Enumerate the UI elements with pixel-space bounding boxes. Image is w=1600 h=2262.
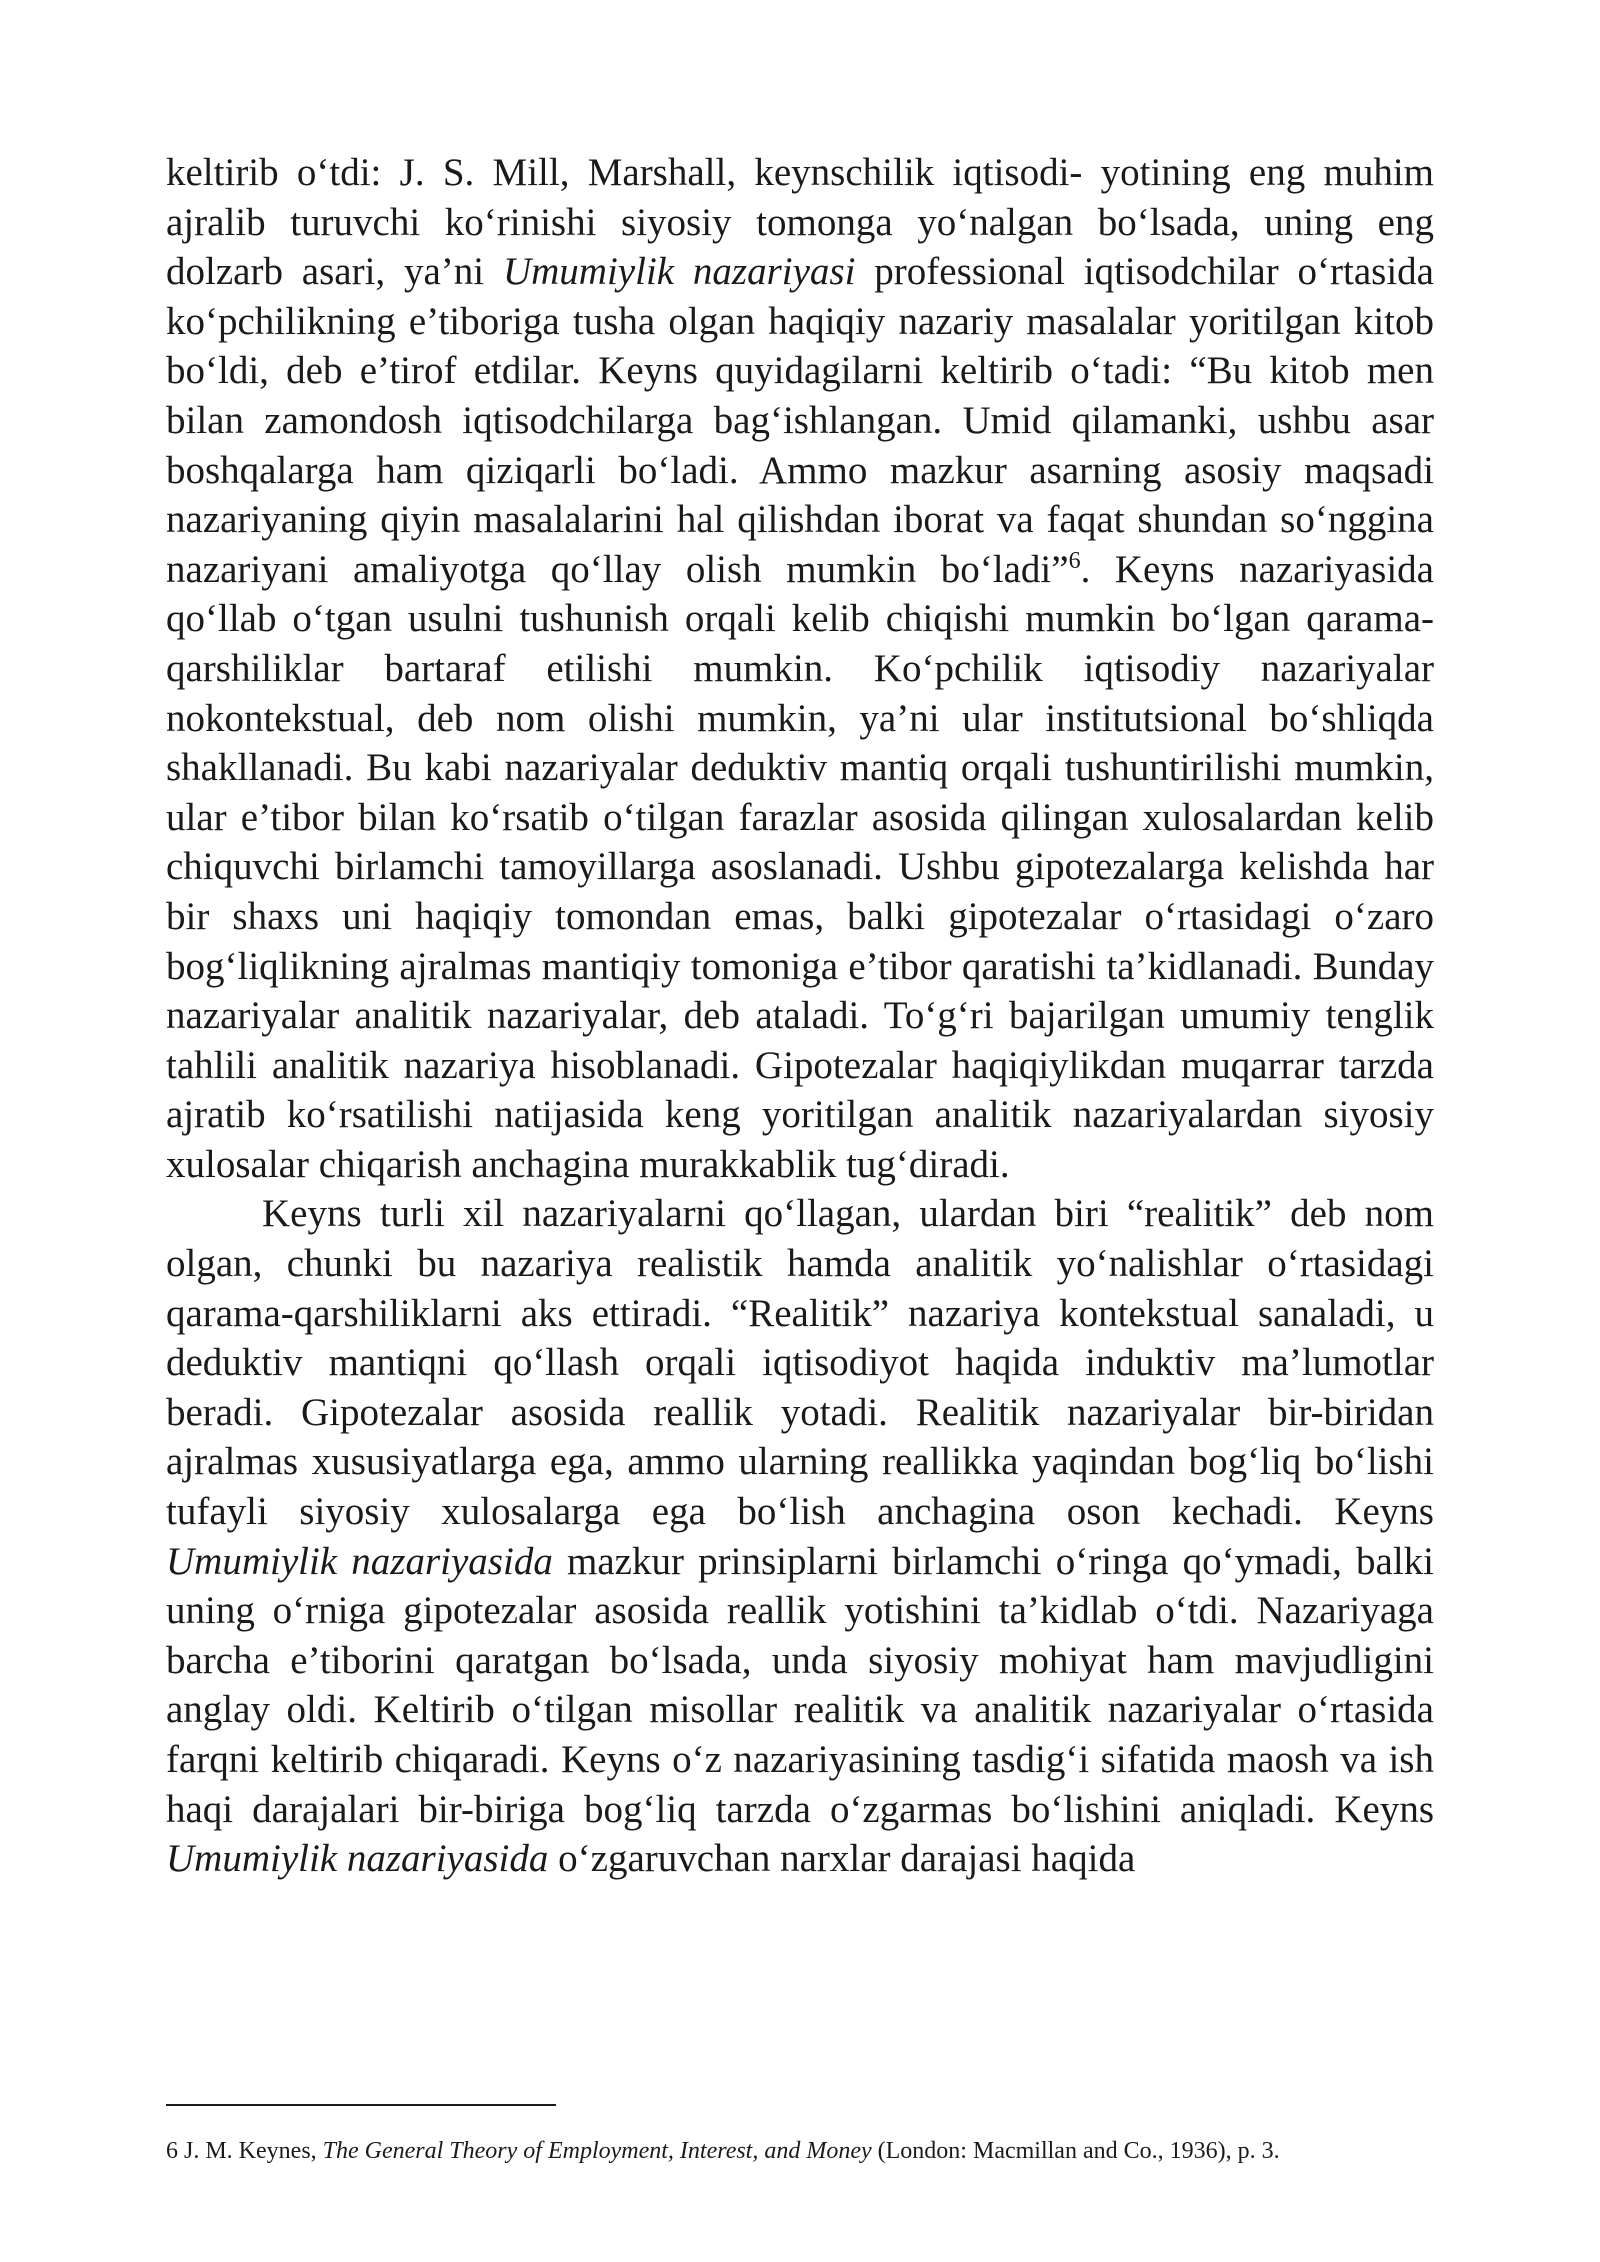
- paragraph-1: [166, 148, 1434, 1189]
- paragraph-1-text-a: keltirib o‘tdi: J. S. Mill, Marshall, keynschilik iqtisodi- yotining eng muhim ajralib turuvchi ko‘rinishi siyosiy tomonga yo‘nalgan bo‘lsada, uning eng dolzarb asari, ya’ni: [166, 151, 1434, 294]
- paragraph-2: [166, 1189, 1434, 1883]
- footnote-reference[interactable]: 6: [1068, 547, 1081, 574]
- paragraph-1-book-title: Umumiylik nazariyasi: [502, 250, 856, 294]
- paragraph-2-text-c: o‘zgaruvchan narxlar darajasi haqida: [548, 1837, 1136, 1881]
- footnote-prefix: 6 J. M. Keynes,: [166, 2138, 323, 2164]
- paragraph-2-book-title-2: Umumiylik nazariyasida: [166, 1837, 549, 1881]
- footnote-book-title: The General Theory of Employment, Interest, and Money: [322, 2138, 872, 2164]
- footnote: [166, 2136, 1434, 2166]
- paragraph-2-text-b: mazkur prinsiplarni birlamchi o‘ringa qo‘ymadi, balki uning o‘rniga gipotezalar asosida reallik yotishini ta’kidlab o‘tdi. Nazariyaga barcha e’tiborini qaratgan bo‘lsada, unda siyosiy mohiyat ham mavjudligini anglay oldi. Keltirib o‘tilgan misollar realitik va analitik nazariyalar o‘rtasida farqni keltirib chiqaradi. Keyns o‘z nazariyasining tasdig‘i sifatida maosh va ish haqi darajalari bir-biriga bog‘liq tarzda o‘zgarmas bo‘lishini aniqladi. Keyns: [166, 1539, 1434, 1831]
- paragraph-2-book-title-1: Umumiylik nazariyasida: [166, 1539, 553, 1583]
- footnote-divider: [166, 2104, 556, 2106]
- page-body: [166, 148, 1434, 1884]
- paragraph-1-text-b: professional iqtisodchilar o‘rtasida ko‘pchilikning e’tiboriga tusha olgan haqiqiy nazariy masalalar yoritilgan kitob bo‘ldi, deb e’tirof etdilar. Keyns quyidagilarni keltirib o‘tadi: “Bu kitob men bilan zamondosh iqtisodchilarga bag‘ishlangan. Umid qilamanki, ushbu asar boshqalarga ham qiziqarli bo‘ladi. Ammo mazkur asarning asosiy maqsadi nazariyaning qiyin masalalarini hal qilishdan iborat va faqat shundan so‘nggina nazariyani amaliyotga qo‘llay olish mumkin bo‘ladi”: [166, 250, 1434, 591]
- paragraph-2-text-a: Keyns turli xil nazariyalarni qo‘llagan, ulardan biri “realitik” deb nom olgan, chunki bu nazariya realistik hamda analitik yo‘nalishlar o‘rtasidagi qarama-qarshiliklarni aks ettiradi. “Realitik” nazariya kontekstual sanaladi, u deduktiv mantiqni qo‘llash orqali iqtisodiyot haqida induktiv ma’lumotlar beradi. Gipotezalar asosida reallik yotadi. Realitik nazariyalar bir-biridan ajralmas xususiyatlarga ega, ammo ularning reallikka yaqindan bog‘liq bo‘lishi tufayli siyosiy xulosalarga ega bo‘lish anchagina oson kechadi. Keyns: [166, 1192, 1434, 1534]
- paragraph-1-text-c: . Keyns nazariyasida qo‘llab o‘tgan usulni tushunish orqali kelib chiqishi mumkin bo‘lgan qarama-qarshiliklar bartaraf etilishi mumkin. Ko‘pchilik iqtisodiy nazariyalar nokontekstual, deb nom olishi mumkin, ya’ni ular institutsional bo‘shliqda shakllanadi. Bu kabi nazariyalar deduktiv mantiq orqali tushuntirilishi mumkin, ular e’tibor bilan ko‘rsatib o‘tilgan farazlar asosida qilingan xulosalardan kelib chiquvchi birlamchi tamoyillarga asoslanadi. Ushbu gipotezalarga kelishda har bir shaxs uni haqiqiy tomondan emas, balki gipotezalar o‘rtasidagi o‘zaro bog‘liqlikning ajralmas mantiqiy tomoniga e’tibor qaratishi ta’kidlanadi. Bunday nazariyalar analitik nazariyalar, deb ataladi. To‘g‘ri bajarilgan umumiy tenglik tahlili analitik nazariya hisoblanadi. Gipotezalar haqiqiylikdan muqarrar tarzda ajratib ko‘rsatilishi natijasida keng yoritilgan analitik nazariyalardan siyosiy xulosalar chiqarish anchagina murakkablik tug‘diradi.: [166, 547, 1434, 1186]
- footnote-suffix: (London: Macmillan and Co., 1936), p. 3.: [871, 2138, 1280, 2164]
